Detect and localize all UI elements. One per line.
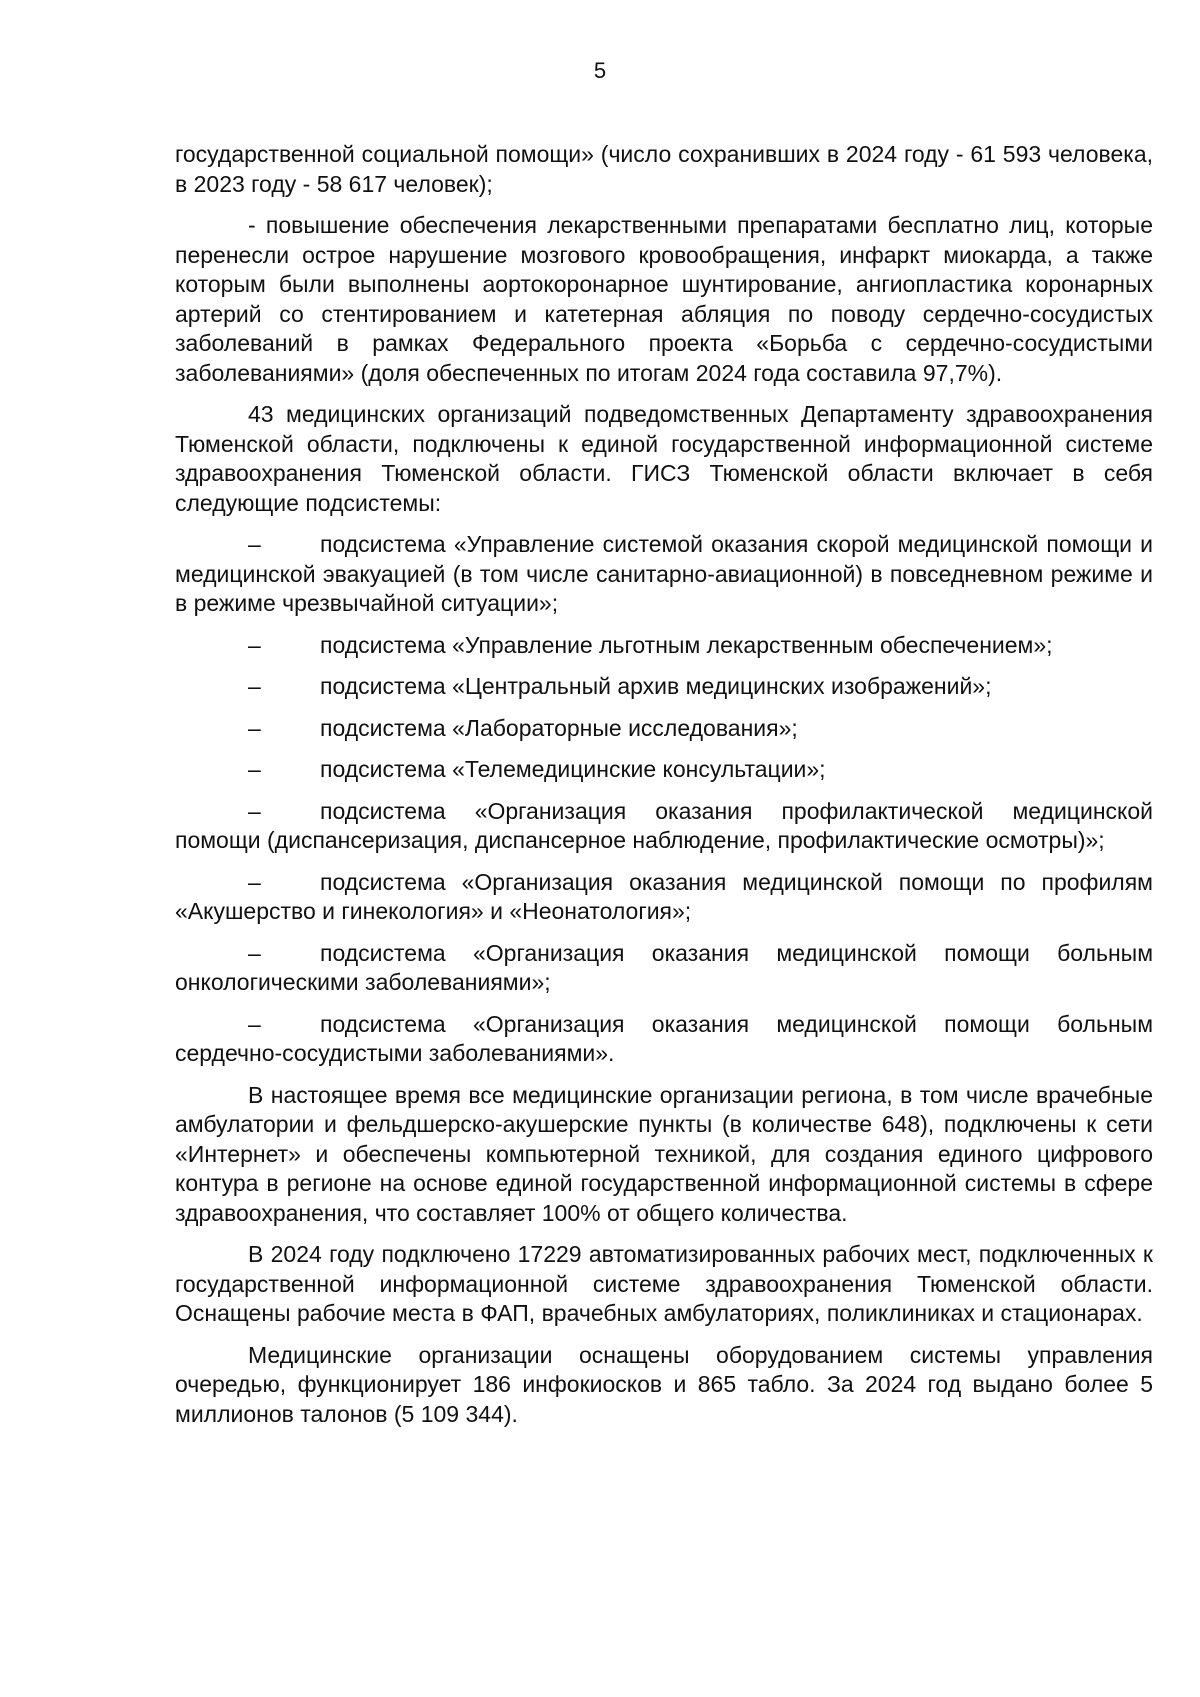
list-item-text: подсистема «Управление льготным лекарственным обеспечением»; xyxy=(320,631,1053,658)
subsystems-list xyxy=(175,530,1153,1069)
dash-marker: – xyxy=(248,868,261,895)
list-item-text: подсистема «Центральный архив медицинских изображений»; xyxy=(320,673,992,699)
dash-marker: – xyxy=(248,1010,261,1037)
dash-marker: – xyxy=(248,939,261,966)
dash-marker: – xyxy=(248,531,261,557)
list-item-text: подсистема «Телемедицинские консультации»; xyxy=(320,756,826,782)
paragraph-internet-connection: В настоящее время все медицинские организации региона, в том числе врачебные амбулатории и фельдшерско-акушерские пункты (в количестве 648), подключены к сети «Интернет» и обеспечены компьютерной техникой, для создания единого цифрового контура в регионе на основе единой государственной информационной системы в сфере здравоохранения, что составляет 100% от общего количества. xyxy=(175,1081,1153,1226)
page-number: 5 xyxy=(593,58,607,83)
dash-marker: – xyxy=(248,756,261,782)
dash-marker: – xyxy=(248,631,261,658)
list-item xyxy=(175,714,1153,744)
list-item xyxy=(175,797,1153,856)
paragraph-social-assistance: государственной социальной помощи» (число сохранивших в 2024 году - 61 593 человека, в 2023 году - 58 617 человек); xyxy=(175,141,1153,197)
list-item xyxy=(175,1010,1153,1069)
paragraph-workstations: В 2024 году подключено 17229 автоматизированных рабочих мест, подключенных к государственной информационной системе здравоохранения Тюменской области. Оснащены рабочие места в ФАП, врачебных амбулаториях, поликлиниках и стационарах. xyxy=(175,1241,1153,1326)
dash-marker: – xyxy=(248,714,261,741)
document-body xyxy=(175,140,1153,1441)
list-item xyxy=(175,939,1153,998)
list-item-text: подсистема «Управление системой оказания скорой медицинской помощи и медицинской эвакуацией (в том числе санитарно-авиационной) в повседневном режиме и в режиме чрезвычайной ситуации»; xyxy=(175,531,1153,616)
list-item-text: подсистема «Организация оказания медицинской помощи больным онкологическими заболеваниями»; xyxy=(175,939,1153,995)
paragraph-connected-organizations: 43 медицинских организаций подведомственных Департаменту здравоохранения Тюменской области, подключены к единой государственной информационной системе здравоохранения Тюменской области. ГИСЗ Тюменской области включает в себя следующие подсистемы: xyxy=(175,401,1153,516)
paragraph-queue-management: Медицинские организации оснащены оборудованием системы управления очередью, функционирует 186 инфокиосков и 865 табло. За 2024 год выдано более 5 миллионов талонов (5 109 344). xyxy=(175,1341,1153,1427)
paragraph-medication-provision: - повышение обеспечения лекарственными препаратами бесплатно лиц, которые перенесли острое нарушение мозгового кровообращения, инфаркт миокарда, а также которым были выполнены аортокоронарное шунтирование, ангиопластика коронарных артерий со стентированием и катетерная абляция по поводу сердечно-сосудистых заболеваний в рамках Федерального проекта «Борьба с сердечно-сосудистыми заболеваниями» (доля обеспеченных по итогам 2024 года составила 97,7%). xyxy=(175,212,1153,386)
list-item-text: подсистема «Лабораторные исследования»; xyxy=(320,714,798,741)
list-item-text: подсистема «Организация оказания медицинской помощи больным сердечно-сосудистыми заболеваниями». xyxy=(175,1010,1153,1066)
list-item-text: подсистема «Организация оказания медицинской помощи по профилям «Акушерство и гинекология» и «Неонатология»; xyxy=(175,868,1153,924)
dash-marker: – xyxy=(248,797,261,824)
list-item xyxy=(175,672,1153,702)
list-item xyxy=(175,755,1153,785)
list-item xyxy=(175,530,1153,619)
list-item-text: подсистема «Организация оказания профилактической медицинской помощи (диспансеризация, диспансерное наблюдение, профилактические осмотры)»; xyxy=(175,797,1153,853)
list-item xyxy=(175,631,1153,661)
list-item xyxy=(175,868,1153,927)
dash-marker: – xyxy=(248,673,261,699)
